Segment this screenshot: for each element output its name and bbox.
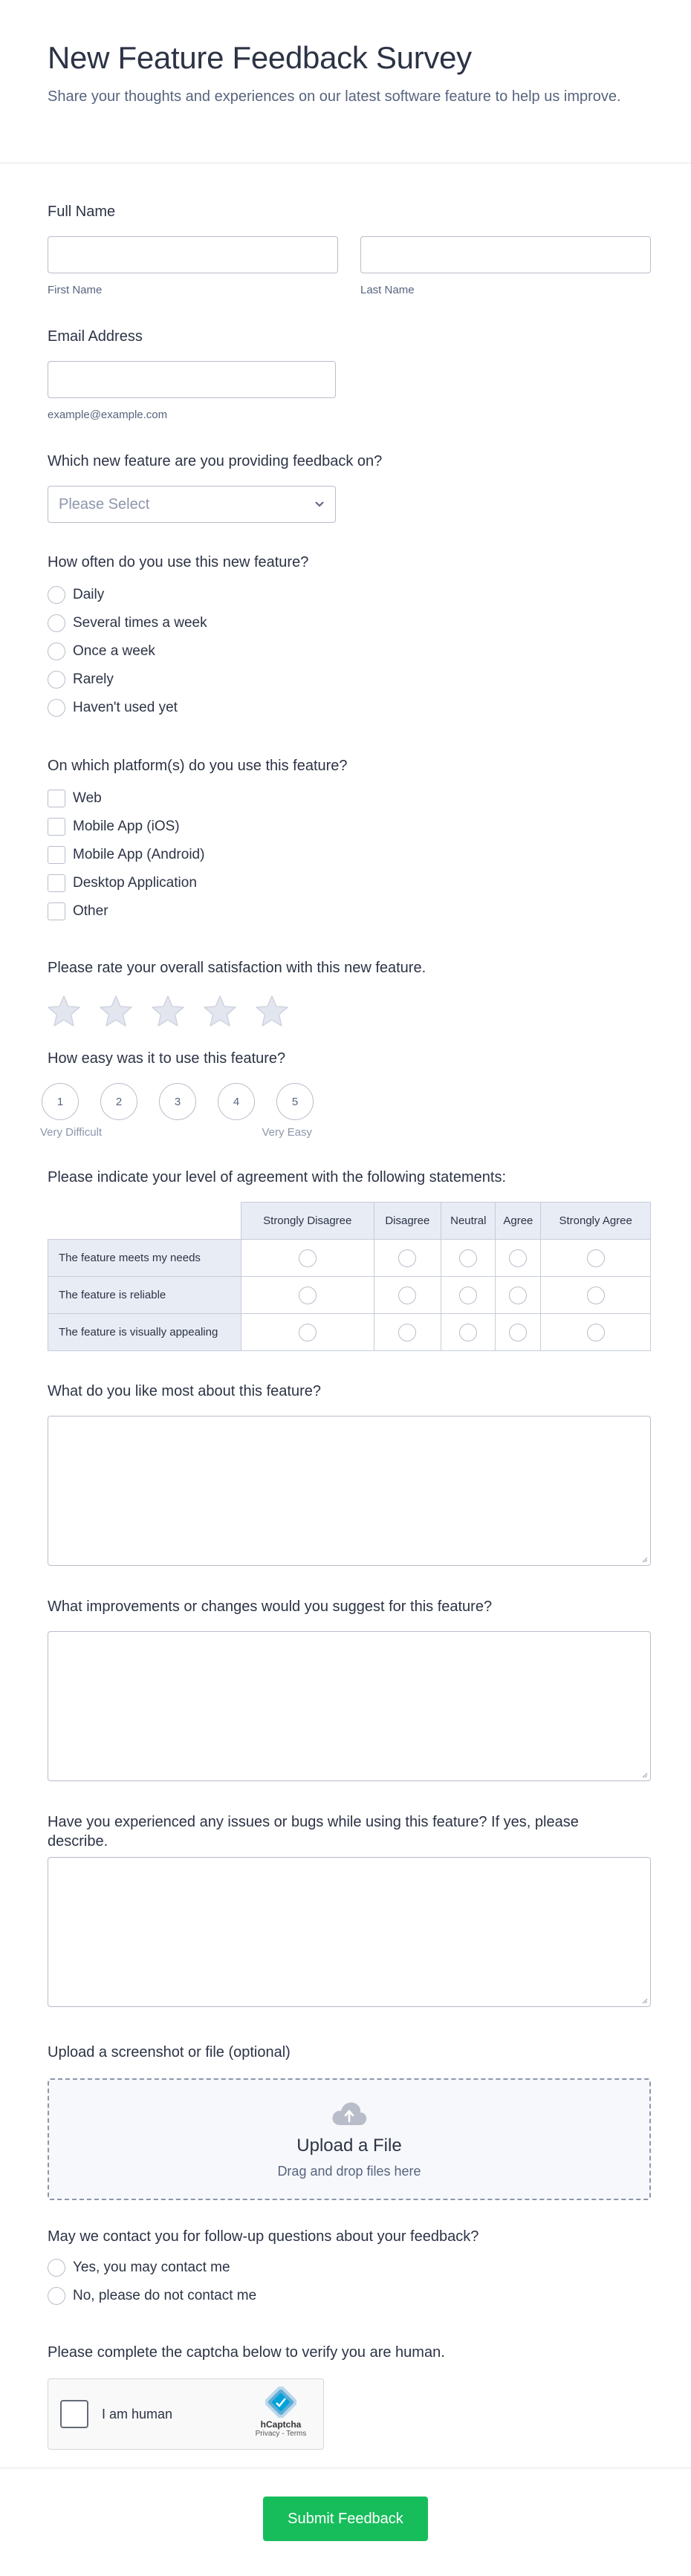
matrix-cell[interactable] (241, 1240, 374, 1277)
cloud-upload-icon (330, 2100, 369, 2127)
usage-option[interactable] (48, 694, 651, 722)
matrix-cell[interactable] (496, 1277, 541, 1314)
ease-scale-option[interactable]: 2 (100, 1083, 137, 1120)
contact-section (48, 2227, 651, 2310)
captcha-section (48, 2343, 651, 2450)
agreement-section (48, 1168, 651, 1351)
first-name-input[interactable] (48, 236, 338, 273)
contact-option[interactable] (48, 2282, 651, 2310)
matrix-corner (48, 1203, 241, 1240)
matrix-row (48, 1277, 651, 1314)
satisfaction-label: Please rate your overall satisfaction with this new feature. (48, 960, 426, 976)
matrix-cell[interactable] (374, 1240, 441, 1277)
platform-checkbox[interactable] (48, 874, 65, 892)
likes-textarea[interactable] (48, 1416, 651, 1566)
full-name-section (48, 202, 651, 296)
feature-select-section (48, 452, 651, 523)
matrix-row-label: The feature meets my needs (48, 1240, 241, 1277)
matrix-radio[interactable] (299, 1249, 317, 1267)
captcha-widget (48, 2378, 324, 2450)
likes-section (48, 1382, 651, 1566)
captcha-label: Please complete the captcha below to verify you are human. (48, 2344, 445, 2361)
matrix-column-header: Strongly Agree (541, 1203, 651, 1240)
issues-textarea[interactable] (48, 1857, 651, 2007)
matrix-radio[interactable] (398, 1324, 416, 1341)
platform-option-label: Mobile App (iOS) (73, 819, 180, 834)
platform-option[interactable] (48, 784, 651, 813)
matrix-radio[interactable] (398, 1287, 416, 1304)
captcha-links[interactable]: Privacy - Terms (255, 2430, 307, 2438)
star-icon[interactable] (150, 994, 186, 1028)
ease-scale-labels (40, 1126, 312, 1139)
usage-option-label: Several times a week (73, 615, 207, 631)
matrix-column-header: Strongly Disagree (241, 1203, 374, 1240)
email-input[interactable] (48, 361, 336, 398)
usage-radio[interactable] (48, 699, 65, 717)
star-icon[interactable] (254, 994, 290, 1028)
platform-option-label: Mobile App (Android) (73, 847, 205, 862)
usage-option[interactable] (48, 637, 651, 666)
ease-scale (42, 1083, 651, 1120)
captcha-checkbox-label: I am human (102, 2406, 173, 2421)
platform-checkbox[interactable] (48, 790, 65, 807)
improvements-label: What improvements or changes would you suggest for this feature? (48, 1598, 493, 1615)
contact-option[interactable] (48, 2254, 651, 2282)
page-title: New Feature Feedback Survey (48, 40, 472, 75)
matrix-row-label: The feature is visually appealing (48, 1314, 241, 1351)
form-header (0, 0, 691, 163)
star-icon[interactable] (202, 994, 238, 1028)
matrix-radio[interactable] (459, 1287, 477, 1304)
platform-options (48, 784, 651, 926)
email-label: Email Address (48, 328, 143, 345)
ease-scale-option[interactable]: 5 (276, 1083, 314, 1120)
matrix-cell[interactable] (541, 1314, 651, 1351)
platform-option-label: Desktop Application (73, 875, 197, 891)
matrix-radio[interactable] (587, 1287, 605, 1304)
star-icon[interactable] (46, 994, 82, 1028)
platform-option[interactable] (48, 813, 651, 841)
usage-option[interactable] (48, 581, 651, 609)
issues-label: Have you experienced any issues or bugs while using this feature? If yes, please describe. (48, 1814, 579, 1850)
satisfaction-section (48, 958, 651, 1028)
improvements-textarea[interactable] (48, 1631, 651, 1781)
matrix-radio[interactable] (509, 1287, 527, 1304)
upload-subtitle: Drag and drop files here (277, 2163, 421, 2179)
ease-section (40, 1049, 651, 1139)
resize-grip-icon[interactable] (640, 1997, 648, 2004)
improvements-section (48, 1597, 651, 1781)
platform-section (48, 756, 651, 926)
submit-button[interactable]: Submit Feedback (263, 2497, 428, 2541)
usage-options (48, 581, 651, 722)
upload-title: Upload a File (296, 2135, 402, 2156)
matrix-radio[interactable] (459, 1249, 477, 1267)
matrix-row-label: The feature is reliable (48, 1277, 241, 1314)
usage-option[interactable] (48, 609, 651, 637)
star-rating (46, 994, 651, 1028)
ease-label: How easy was it to use this feature? (48, 1050, 286, 1067)
platform-checkbox[interactable] (48, 902, 65, 920)
chevron-down-icon (314, 501, 325, 508)
matrix-radio[interactable] (299, 1324, 317, 1341)
matrix-cell[interactable] (541, 1240, 651, 1277)
feature-dropdown[interactable] (48, 486, 336, 523)
feature-dropdown-placeholder: Please Select (59, 495, 150, 513)
hcaptcha-icon (265, 2387, 296, 2418)
platform-option[interactable] (48, 897, 651, 926)
usage-option-label: Once a week (73, 643, 155, 659)
captcha-checkbox[interactable] (60, 2400, 88, 2428)
matrix-cell[interactable] (241, 1277, 374, 1314)
contact-label: May we contact you for follow-up questions about your feedback? (48, 2228, 479, 2245)
contact-options (48, 2254, 651, 2310)
usage-radio[interactable] (48, 614, 65, 632)
matrix-column-header: Neutral (441, 1203, 496, 1240)
matrix-cell[interactable] (241, 1314, 374, 1351)
matrix-radio[interactable] (509, 1324, 527, 1341)
matrix-row (48, 1240, 651, 1277)
ease-scale-option[interactable]: 4 (218, 1083, 255, 1120)
upload-section (48, 2043, 651, 2200)
platform-checkbox[interactable] (48, 818, 65, 836)
agreement-matrix (48, 1202, 651, 1351)
contact-option-label: Yes, you may contact me (73, 2260, 230, 2275)
matrix-cell[interactable] (441, 1277, 496, 1314)
usage-radio[interactable] (48, 643, 65, 660)
resize-grip-icon[interactable] (640, 1771, 648, 1778)
email-section (48, 327, 651, 421)
usage-section (48, 553, 651, 722)
form-footer (0, 2468, 691, 2576)
first-name-sublabel: First Name (48, 284, 103, 296)
page-subtitle: Share your thoughts and experiences on our latest software feature to help us improve. (48, 88, 621, 105)
last-name-input[interactable] (360, 236, 651, 273)
resize-grip-icon[interactable] (640, 1555, 648, 1563)
agreement-label: Please indicate your level of agreement with the following statements: (48, 1169, 507, 1185)
platform-option-label: Other (73, 903, 108, 919)
captcha-brand: hCaptcha (260, 2419, 302, 2430)
platform-option[interactable] (48, 841, 651, 869)
usage-label: How often do you use this new feature? (48, 554, 309, 570)
contact-radio[interactable] (48, 2259, 65, 2277)
matrix-cell[interactable] (374, 1314, 441, 1351)
upload-label: Upload a screenshot or file (optional) (48, 2044, 291, 2061)
matrix-cell[interactable] (496, 1314, 541, 1351)
platform-checkbox[interactable] (48, 846, 65, 864)
platform-option-label: Web (73, 790, 102, 806)
matrix-radio[interactable] (398, 1249, 416, 1267)
matrix-cell[interactable] (541, 1277, 651, 1314)
last-name-sublabel: Last Name (360, 284, 415, 296)
matrix-cell[interactable] (496, 1240, 541, 1277)
matrix-radio[interactable] (509, 1249, 527, 1267)
matrix-cell[interactable] (441, 1240, 496, 1277)
matrix-column-header: Agree (496, 1203, 541, 1240)
matrix-radio[interactable] (587, 1324, 605, 1341)
usage-option-label: Haven't used yet (73, 700, 178, 715)
feature-select-label: Which new feature are you providing feedback on? (48, 453, 383, 469)
issues-section (48, 1812, 651, 2007)
contact-radio[interactable] (48, 2287, 65, 2305)
matrix-radio[interactable] (459, 1324, 477, 1341)
matrix-cell[interactable] (441, 1314, 496, 1351)
matrix-row (48, 1314, 651, 1351)
hcaptcha-logo (247, 2387, 314, 2438)
usage-radio[interactable] (48, 671, 65, 689)
full-name-label: Full Name (48, 204, 116, 220)
matrix-header-row (48, 1203, 651, 1240)
matrix-radio[interactable] (587, 1249, 605, 1267)
matrix-column-header: Disagree (374, 1203, 441, 1240)
star-icon[interactable] (98, 994, 134, 1028)
usage-option-label: Daily (73, 587, 105, 602)
email-sublabel: example@example.com (48, 409, 168, 421)
ease-low-label: Very Difficult (40, 1126, 103, 1139)
usage-radio[interactable] (48, 586, 65, 604)
file-dropzone[interactable] (48, 2078, 651, 2200)
platform-label: On which platform(s) do you use this feature? (48, 758, 348, 774)
usage-option[interactable] (48, 666, 651, 694)
likes-label: What do you like most about this feature? (48, 1383, 321, 1399)
matrix-cell[interactable] (374, 1277, 441, 1314)
platform-option[interactable] (48, 869, 651, 897)
usage-option-label: Rarely (73, 671, 114, 687)
matrix-radio[interactable] (299, 1287, 317, 1304)
ease-scale-option[interactable]: 3 (159, 1083, 196, 1120)
ease-scale-option[interactable]: 1 (42, 1083, 79, 1120)
contact-option-label: No, please do not contact me (73, 2288, 257, 2303)
ease-high-label: Very Easy (262, 1126, 312, 1139)
